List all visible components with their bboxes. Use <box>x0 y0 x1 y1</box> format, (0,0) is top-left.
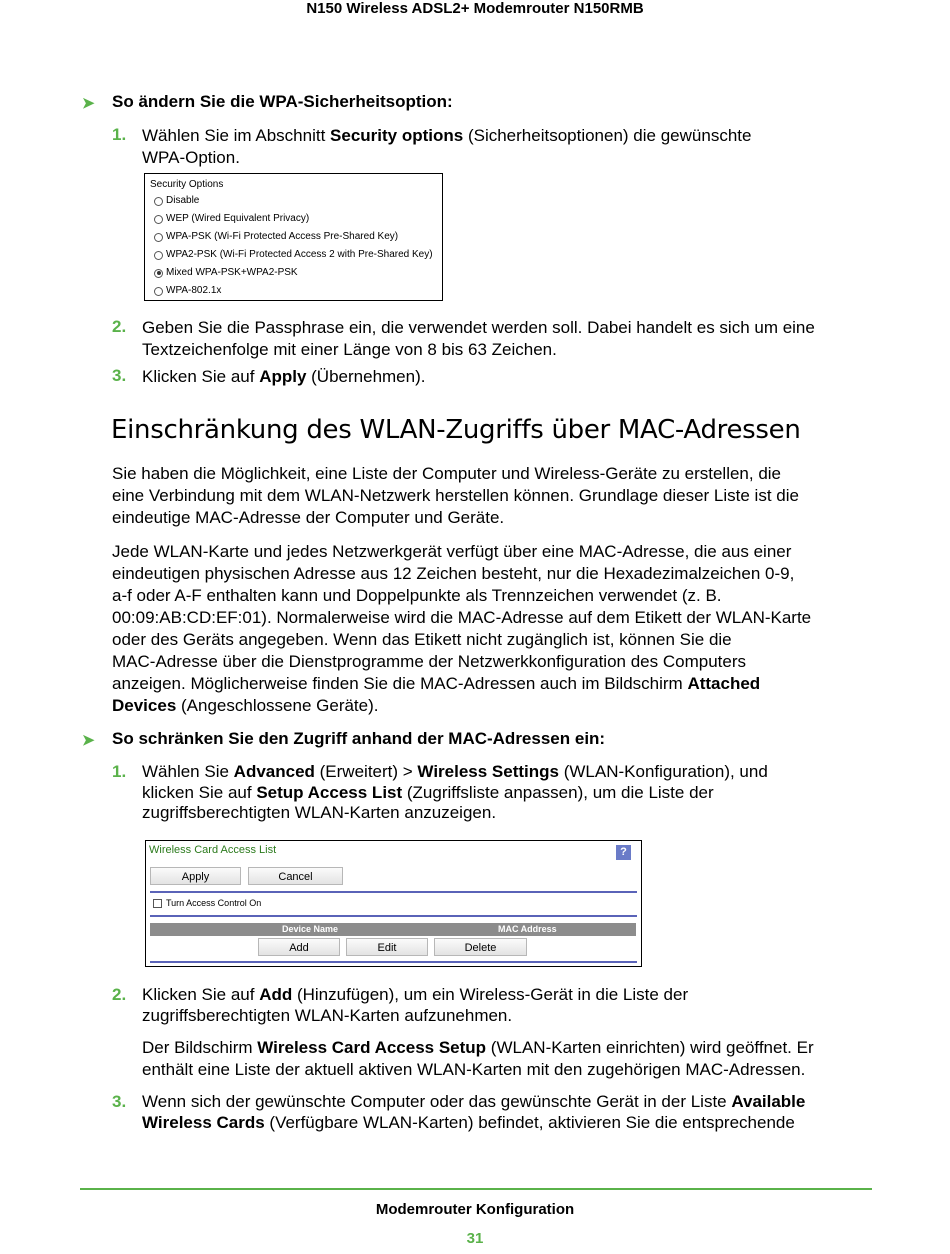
step-text: Wenn sich der gewünschte Computer oder das gewünschte Gerät in der Liste Available Wireless Cards (Verfügbare WLAN-Karten) befindet, aktivieren Sie die entsprechende <box>142 1092 806 1132</box>
step-text: Geben Sie die Passphrase ein, die verwendet werden soll. Dabei handelt es sich um eine Textzeichenfolge mit einer Länge von 8 bis 63 Zeichen. <box>142 318 815 359</box>
step-text: Klicken Sie auf Add (Hinzufügen), um ein Wireless-Gerät in die Liste der zugriffsberechtigten WLAN-Karten aufzunehmen. <box>142 985 689 1025</box>
procedure-heading: So schränken Sie den Zugriff anhand der MAC-Adressen ein: <box>112 729 606 748</box>
security-options-title: Security Options <box>150 179 224 190</box>
table-header <box>150 923 636 936</box>
radio-option[interactable]: Disable <box>154 195 199 207</box>
footer-rule <box>80 1188 872 1190</box>
paragraph: Jede WLAN-Karte und jedes Netzwerkgerät verfügt über eine MAC-Adresse, die aus einer eindeutigen physischen Adresse aus 12 Zeichen besteht, nur die Hexadezimalzeichen 0-9, a-f oder A-F enthalten kann und Doppelpunkte als Trennzeichen verwendet (z. B. 00:09:AB:CD:EF:01). Normalerweise wird die MAC-Adresse auf dem Etikett der WLAN-Karte oder des Geräts angegeben. Wenn das Etikett nicht zugänglich ist, können Sie die MAC-Adresse über die Dienstprogramme der Netzwerkkonfiguration des Computers anzeigen. Möglicherweise finden Sie die MAC-Adressen auch im Bildschirm Attached Devices (Angeschlossene Geräte). <box>112 542 812 715</box>
step-number: 3. <box>112 1092 127 1111</box>
radio-option[interactable]: WPA2-PSK (Wi-Fi Protected Access 2 with Pre-Shared Key) <box>154 249 433 261</box>
page-number: 31 <box>466 1230 484 1247</box>
paragraph: Sie haben die Möglichkeit, eine Liste der Computer und Wireless-Geräte zu erstellen, die eine Verbindung mit dem WLAN-Netzwerk herstellen können. Grundlage dieser Liste ist die eindeutige MAC-Adresse der Computer und Geräte. <box>112 464 799 527</box>
radio-option[interactable]: WPA-PSK (Wi-Fi Protected Access Pre-Shared Key) <box>154 231 398 243</box>
radio-icon <box>154 233 163 242</box>
divider <box>150 915 637 917</box>
radio-option[interactable]: WPA-802.1x <box>154 285 221 297</box>
step-number: 2. <box>112 985 127 1004</box>
divider <box>150 891 637 893</box>
delete-button[interactable]: Delete <box>434 938 527 956</box>
wireless-card-access-list-screenshot <box>145 840 642 967</box>
access-control-checkbox[interactable] <box>153 899 162 908</box>
radio-icon <box>154 251 163 260</box>
footer-title: Modemrouter Konfiguration <box>375 1201 575 1218</box>
radio-icon <box>154 287 163 296</box>
step-number: 1. <box>112 125 127 144</box>
cancel-button[interactable]: Cancel <box>248 867 343 885</box>
step-text: Wählen Sie Advanced (Erweitert) > Wireless Settings (WLAN-Konfiguration), und klicken Sie auf Setup Access List (Zugriffsliste anpassen), um die Liste der zugriffsberechtigten WLAN-Karten anzuzeigen. <box>142 762 768 822</box>
section-heading: Einschränkung des WLAN-Zugriffs über MAC-Adressen <box>111 415 801 445</box>
running-header: N150 Wireless ADSL2+ Modemrouter N150RMB <box>306 0 644 17</box>
radio-icon <box>154 215 163 224</box>
column-mac-address: MAC Address <box>498 924 557 934</box>
step-number: 3. <box>112 366 127 385</box>
step-text: Wählen Sie im Abschnitt Security options (Sicherheitsoptionen) die gewünschte WPA-Option. <box>142 126 752 167</box>
step-number: 1. <box>112 762 127 781</box>
step-text: Klicken Sie auf Apply (Übernehmen). <box>142 367 426 386</box>
step-text: Der Bildschirm Wireless Card Access Setup (WLAN-Karten einrichten) wird geöffnet. Er enthält eine Liste der aktuell aktiven WLAN-Karten mit den zugehörigen MAC-Adressen. <box>142 1038 814 1079</box>
column-device-name: Device Name <box>282 924 339 934</box>
step-number: 2. <box>112 317 127 336</box>
procedure-heading: So ändern Sie die WPA-Sicherheitsoption: <box>112 92 453 111</box>
radio-icon <box>154 197 163 206</box>
procedure-arrow-icon: ➤ <box>82 95 95 112</box>
divider <box>150 961 637 963</box>
add-button[interactable]: Add <box>258 938 340 956</box>
radio-option-selected[interactable]: Mixed WPA-PSK+WPA2-PSK <box>154 267 298 279</box>
wcal-title: Wireless Card Access List <box>149 844 277 856</box>
radio-option[interactable]: WEP (Wired Equivalent Privacy) <box>154 213 309 225</box>
procedure-arrow-icon: ➤ <box>82 732 95 749</box>
radio-selected-icon <box>154 269 163 278</box>
apply-button[interactable]: Apply <box>150 867 241 885</box>
security-options-screenshot <box>144 173 443 301</box>
checkbox-label: Turn Access Control On <box>166 898 262 908</box>
edit-button[interactable]: Edit <box>346 938 428 956</box>
help-icon[interactable]: ? <box>616 845 631 860</box>
